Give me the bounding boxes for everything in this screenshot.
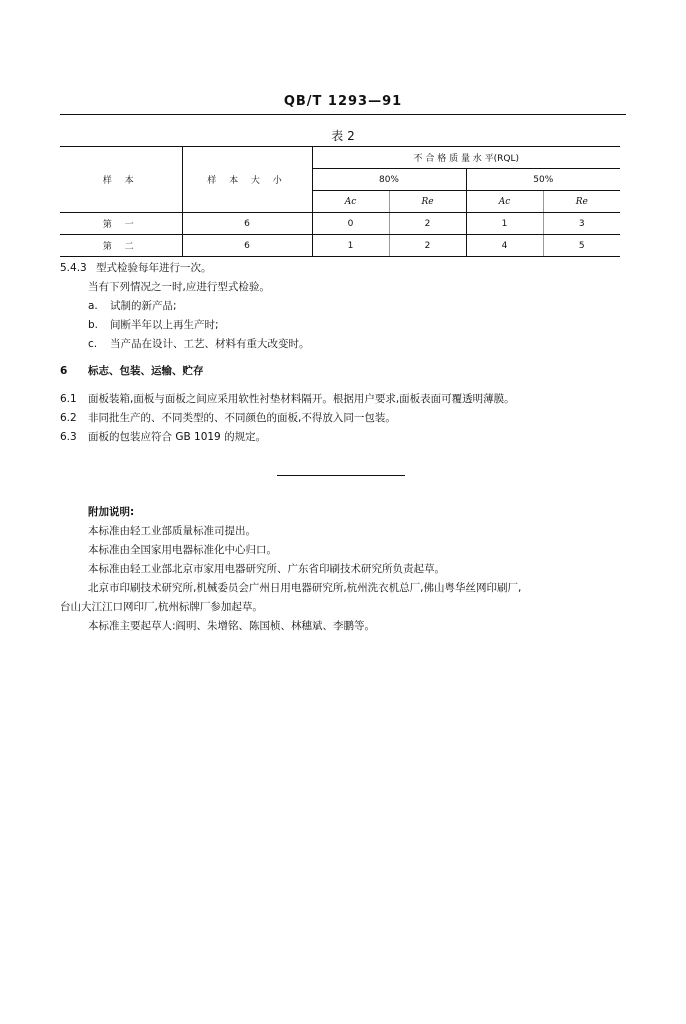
clause-text: 型式检验每年进行一次。 [96, 262, 212, 274]
cell-size: 6 [182, 213, 312, 235]
cell-ac80: 1 [312, 235, 389, 257]
header-ac: Ac [466, 191, 543, 213]
cell-re80: 2 [389, 235, 466, 257]
header-rql-50: 50% [466, 169, 620, 191]
cell-sample: 第 二 [60, 235, 182, 257]
notes-title: 附加说明: [88, 506, 135, 518]
header-rql: 不 合 格 质 量 水 平(RQL) [312, 147, 620, 169]
note-line: 台山大江江口网印厂,杭州标牌厂参加起草。 [60, 601, 263, 613]
note-line: 本标准由轻工业部质量标准司提出。 [88, 525, 256, 537]
clause-text: 面板的包装应符合 GB 1019 的规定。 [88, 431, 267, 443]
item-text: 试制的新产品; [110, 300, 177, 312]
item-text: 间断半年以上再生产时; [110, 319, 219, 331]
note-line: 本标准主要起草人:阎明、朱增铭、陈国桢、林穗斌、李鹏等。 [88, 620, 376, 632]
clause-line [60, 259, 626, 278]
cell-ac50: 1 [466, 213, 543, 235]
item-mark: c. [88, 338, 98, 350]
additional-notes [60, 503, 626, 636]
sampling-table [60, 146, 620, 257]
list-item [60, 335, 626, 354]
clause-number: 5.4.3 [60, 262, 87, 274]
header-re: Re [543, 191, 620, 213]
cell-ac80: 0 [312, 213, 389, 235]
item-text: 当产品在设计、工艺、材料有重大改变时。 [110, 338, 310, 350]
list-item [60, 297, 626, 316]
note-line: 北京市印刷技术研究所,机械委员会广州日用电器研究所,杭州洗衣机总厂,佛山粤华丝网印刷厂, [88, 582, 522, 594]
section-6 [60, 362, 626, 381]
header-re: Re [389, 191, 466, 213]
header-sample: 样 本 [60, 147, 182, 213]
clause-number: 6.2 [60, 412, 77, 424]
cell-re50: 5 [543, 235, 620, 257]
clause-line [60, 390, 626, 409]
cell-re50: 3 [543, 213, 620, 235]
item-mark: a. [88, 300, 98, 312]
note-line: 本标准由全国家用电器标准化中心归口。 [88, 544, 277, 556]
cell-size: 6 [182, 235, 312, 257]
clause-number: 6.1 [60, 393, 77, 405]
clause-5-4-3 [60, 259, 626, 354]
cell-ac50: 4 [466, 235, 543, 257]
clause-text: 非同批生产的、不同类型的、不同颜色的面板,不得放入同一包装。 [88, 412, 396, 424]
clause-text: 面板装箱,面板与面板之间应采用软性衬垫材料隔开。根据用户要求,面板表面可覆透明薄膜。 [88, 393, 515, 405]
table-row [60, 235, 620, 257]
header-rql-80: 80% [312, 169, 466, 191]
cell-re80: 2 [389, 213, 466, 235]
header-ac: Ac [312, 191, 389, 213]
section-number: 6 [60, 365, 68, 377]
table-caption: 表 2 [331, 129, 355, 143]
header-sample-size: 样 本 大 小 [182, 147, 312, 213]
header-rule [60, 114, 626, 115]
clause-line [60, 409, 626, 428]
section-divider [277, 475, 405, 476]
note-line: 本标准由轻工业部北京市家用电器研究所、广东省印刷技术研究所负责起草。 [88, 563, 445, 575]
clause-number: 6.3 [60, 431, 77, 443]
list-item [60, 316, 626, 335]
table-row [60, 213, 620, 235]
clause-line [60, 428, 626, 447]
item-mark: b. [88, 319, 99, 331]
clauses-6 [60, 390, 626, 447]
clause-intro: 当有下列情况之一时,应进行型式检验。 [88, 281, 270, 293]
section-heading [60, 362, 626, 381]
standard-number: QB/T 1293—91 [283, 94, 403, 109]
section-title: 标志、包装、运输、贮存 [88, 365, 204, 377]
cell-sample: 第 一 [60, 213, 182, 235]
